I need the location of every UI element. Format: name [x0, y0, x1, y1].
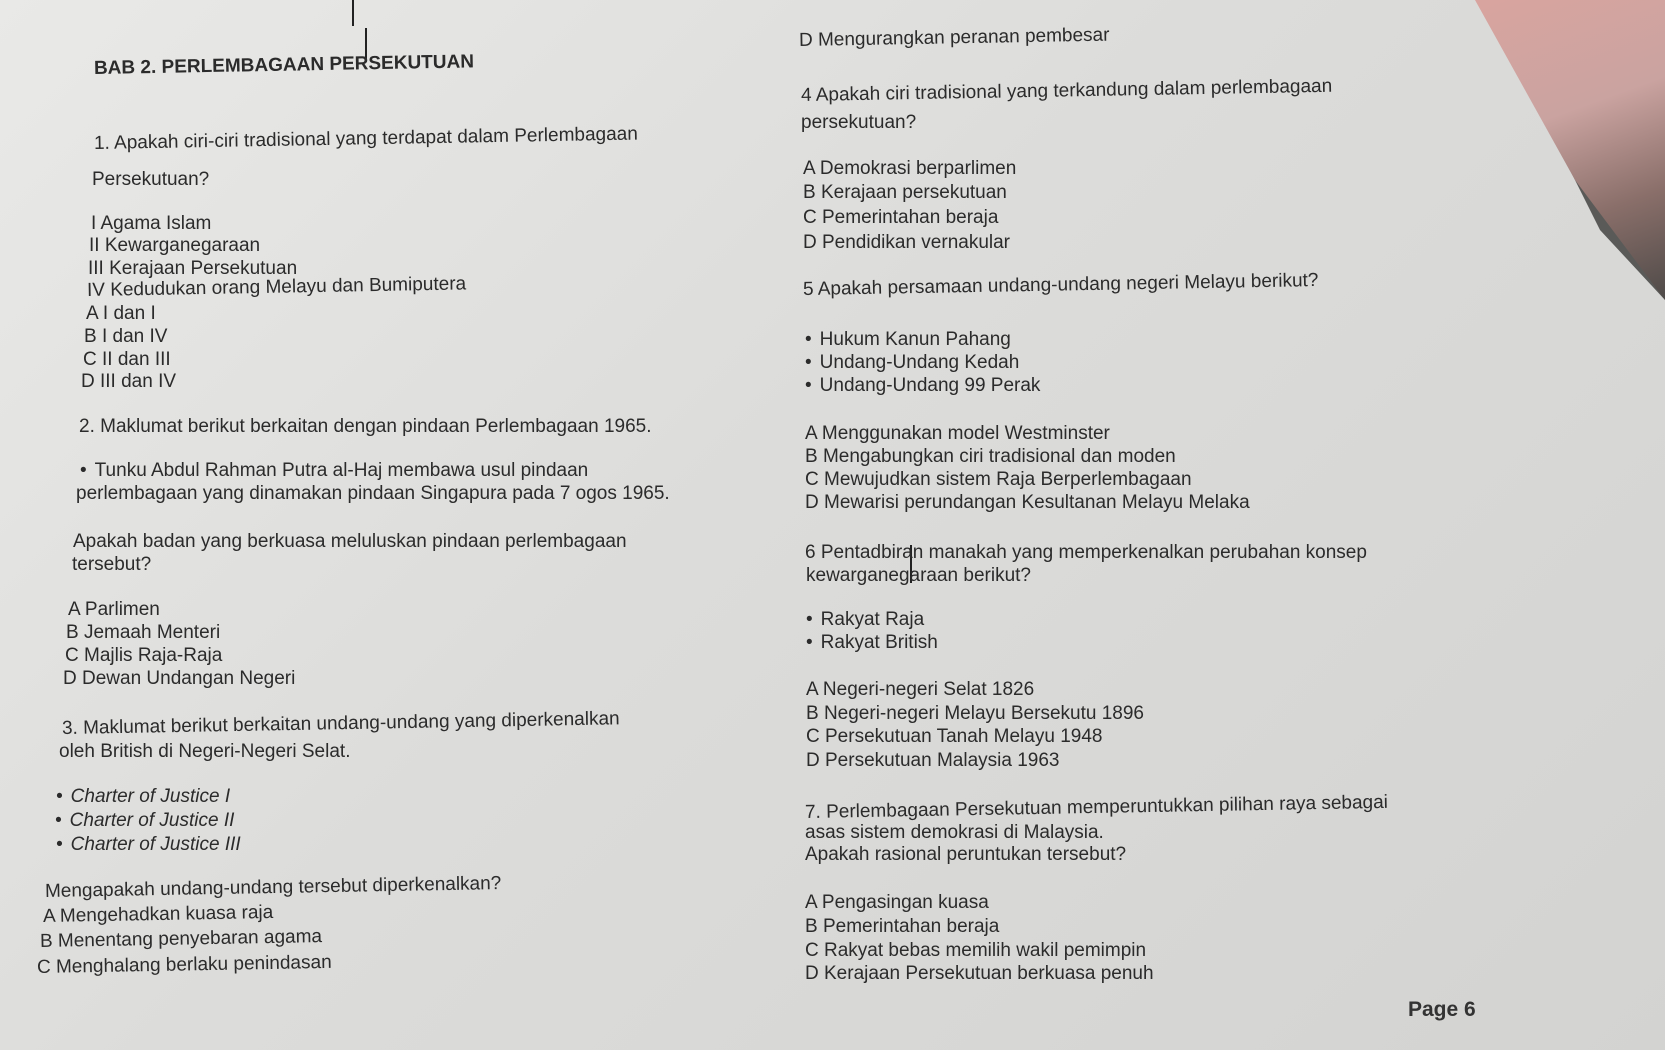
- q2-bullet-line1: • Tunku Abdul Rahman Putra al-Haj membawa usul pindaan: [80, 460, 588, 482]
- q7-option-a[interactable]: A Pengasingan kuasa: [805, 892, 989, 913]
- q6-bullet: • Rakyat British: [806, 632, 938, 654]
- q4-stem-line2: persekutuan?: [801, 112, 917, 133]
- q6-stem-line2: kewarganegaraan berikut?: [806, 565, 1031, 586]
- q3-question: Mengapakah undang-undang tersebut diperkenalkan?: [44, 873, 502, 902]
- q5-option-b[interactable]: B Mengabungkan ciri tradisional dan moden: [805, 446, 1176, 467]
- q7-option-d[interactable]: D Kerajaan Persekutuan berkuasa penuh: [805, 963, 1154, 984]
- q7-stem-line1: 7. Perlembagaan Persekutuan memperuntukkan pilihan raya sebagai: [804, 791, 1389, 823]
- q5-option-a[interactable]: A Menggunakan model Westminster: [805, 423, 1110, 444]
- q3-option-d[interactable]: D Mengurangkan peranan pembesar: [798, 24, 1110, 51]
- q6-option-c[interactable]: C Persekutuan Tanah Melayu 1948: [806, 726, 1103, 747]
- q5-option-d[interactable]: D Mewarisi perundangan Kesultanan Melayu Melaka: [805, 492, 1250, 513]
- q4-option-c[interactable]: C Pemerintahan beraja: [803, 207, 999, 228]
- q1-item: II Kewarganegaraan: [89, 235, 261, 256]
- q1-item: III Kerajaan Persekutuan: [88, 258, 298, 279]
- q2-stem: 2. Maklumat berikut berkaitan dengan pindaan Perlembagaan 1965.: [79, 416, 652, 437]
- q2-option-b[interactable]: B Jemaah Menteri: [66, 622, 221, 643]
- q1-option-b[interactable]: B I dan IV: [84, 326, 168, 347]
- q4-option-a[interactable]: A Demokrasi berparlimen: [803, 158, 1017, 179]
- q7-stem-line3: Apakah rasional peruntukan tersebut?: [805, 844, 1127, 865]
- q1-item: IV Kedudukan orang Melayu dan Bumiputera: [86, 273, 467, 301]
- q1-option-c[interactable]: C II dan III: [83, 349, 171, 370]
- q5-bullet: • Undang-Undang Kedah: [805, 352, 1019, 374]
- q3-stem-line1: 3. Maklumat berikut berkaitan undang-undang yang diperkenalkan: [61, 708, 620, 739]
- q2-question-line2: tersebut?: [72, 554, 152, 575]
- q2-question-line1: Apakah badan yang berkuasa meluluskan pindaan perlembagaan: [73, 531, 627, 552]
- q6-stem-line1: 6 Pentadbiran manakah yang memperkenalkan perubahan konsep: [805, 542, 1367, 563]
- q3-stem-line2: oleh British di Negeri-Negeri Selat.: [59, 741, 351, 762]
- q7-option-b[interactable]: B Pemerintahan beraja: [805, 916, 1000, 937]
- pen-mark: [352, 0, 354, 26]
- page-number: Page 6: [1408, 998, 1476, 1021]
- q5-bullet: • Undang-Undang 99 Perak: [805, 375, 1040, 397]
- q2-option-c[interactable]: C Majlis Raja-Raja: [65, 645, 223, 666]
- q4-option-b[interactable]: B Kerajaan persekutuan: [803, 182, 1007, 203]
- q1-stem-line1: 1. Apakah ciri-ciri tradisional yang terdapat dalam Perlembagaan: [93, 123, 639, 154]
- q5-bullet: • Hukum Kanun Pahang: [805, 329, 1011, 351]
- q7-stem-line2: asas sistem demokrasi di Malaysia.: [805, 822, 1104, 843]
- q6-bullet: • Rakyat Raja: [806, 609, 924, 631]
- q3-bullet: • Charter of Justice II: [55, 810, 234, 832]
- q5-stem: 5 Apakah persamaan undang-undang negeri Melayu berikut?: [802, 270, 1319, 300]
- q3-option-a[interactable]: A Mengehadkan kuasa raja: [42, 901, 274, 927]
- q2-option-d[interactable]: D Dewan Undangan Negeri: [63, 668, 296, 689]
- q6-option-a[interactable]: A Negeri-negeri Selat 1826: [806, 679, 1035, 700]
- q3-bullet: • Charter of Justice III: [56, 834, 241, 856]
- q1-option-a[interactable]: A I dan I: [86, 303, 156, 324]
- q1-option-d[interactable]: D III dan IV: [81, 371, 177, 392]
- q3-option-c[interactable]: C Menghalang berlaku penindasan: [36, 951, 332, 978]
- q4-stem-line1: 4 Apakah ciri tradisional yang terkandung dalam perlembagaan: [800, 75, 1333, 106]
- chapter-title: BAB 2. PERLEMBAGAAN PERSEKUTUAN: [93, 51, 475, 79]
- q5-option-c[interactable]: C Mewujudkan sistem Raja Berperlembagaan: [805, 469, 1192, 490]
- q3-bullet: • Charter of Justice I: [56, 786, 230, 808]
- q3-option-b[interactable]: B Menentang penyebaran agama: [39, 926, 323, 952]
- q2-bullet-line2: perlembagaan yang dinamakan pindaan Singapura pada 7 ogos 1965.: [76, 483, 670, 504]
- q4-option-d[interactable]: D Pendidikan vernakular: [803, 232, 1011, 253]
- q6-option-b[interactable]: B Negeri-negeri Melayu Bersekutu 1896: [806, 703, 1144, 724]
- q7-option-c[interactable]: C Rakyat bebas memilih wakil pemimpin: [805, 940, 1147, 961]
- q2-option-a[interactable]: A Parlimen: [68, 599, 160, 620]
- q6-option-d[interactable]: D Persekutuan Malaysia 1963: [806, 750, 1060, 771]
- q1-item: I Agama Islam: [91, 213, 212, 234]
- q1-stem-line2: Persekutuan?: [92, 169, 210, 190]
